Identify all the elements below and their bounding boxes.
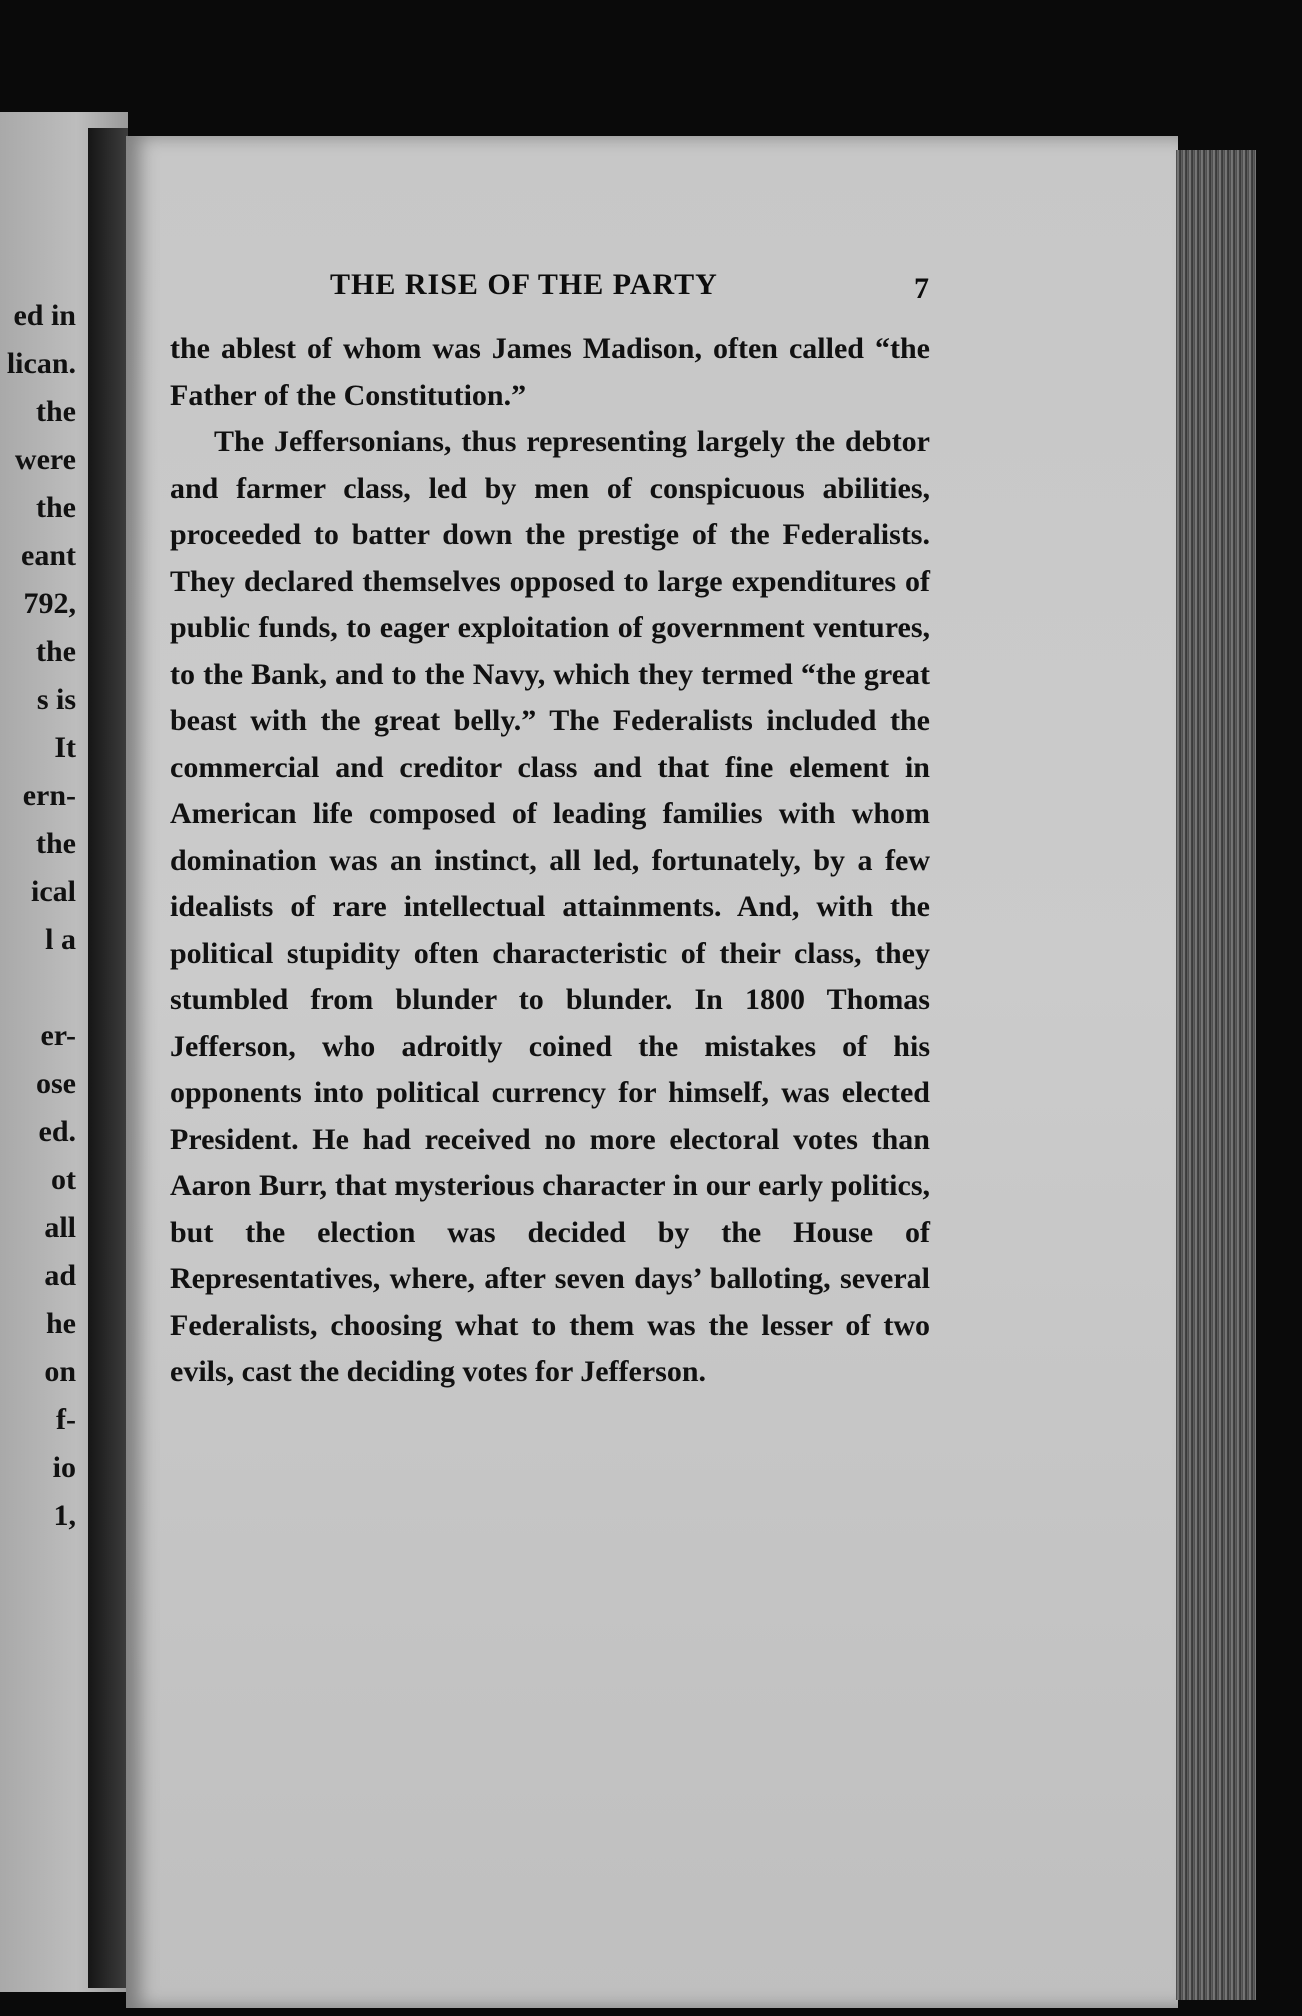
left-page-line: ical <box>31 875 76 908</box>
page-number: 7 <box>914 272 930 305</box>
page-edge-stack <box>1176 150 1256 2000</box>
left-page-line: ose <box>36 1067 76 1100</box>
left-page-line: ern- <box>22 779 76 812</box>
book-gutter <box>88 128 128 1988</box>
left-page-line: ed. <box>38 1115 76 1148</box>
left-page-line: ad <box>44 1259 76 1292</box>
left-page-line: the <box>36 395 76 428</box>
left-page-line: were <box>14 443 76 476</box>
left-page-line: on <box>44 1355 76 1388</box>
left-page-line: io <box>52 1451 76 1484</box>
left-page-line: the <box>36 827 76 860</box>
left-page-line: er- <box>40 1019 76 1052</box>
left-page-line: he <box>46 1307 76 1340</box>
left-page-line: the <box>36 491 76 524</box>
page-header <box>330 268 950 308</box>
left-page-line: 792, <box>23 587 76 620</box>
left-page-line: eant <box>21 539 76 572</box>
left-page-line: lican. <box>6 347 76 380</box>
left-page-line: f- <box>56 1403 76 1436</box>
body-text <box>170 326 930 1396</box>
paragraph: the ablest of whom was James Madison, often called “the Father of the Constitution.” <box>170 332 930 412</box>
left-page-line: ed in <box>13 299 76 332</box>
left-page-line: l a <box>45 923 76 956</box>
left-page-line: 1, <box>53 1499 76 1532</box>
paragraph: The Jeffersonians, thus representing largely the debtor and farmer class, led by men of conspicuous abilities, proceeded to batter down the prestige of the Federalists. They declared themselves opposed to large expenditures of public funds, to eager exploitation of government ventures, to the Bank, and to the Navy, which they termed “the great beast with the great belly.” The Federalists included the commercial and creditor class and that fine element in American life composed of leading families with whom domination was an instinct, all led, fortunately, by a few idealists of rare intellectual attainments. And, with the political stupidity often characteristic of their class, they stumbled from blunder to blunder. In 1800 Thomas Jefferson, who adroitly coined the mistakes of his opponents into political currency for himself, was elected President. He had received no more electoral votes than Aaron Burr, that mysterious character in our early politics, but the election was decided by the House of Representatives, where, after seven days’ balloting, several Federalists, choosing what to them was the lesser of two evils, cast the deciding votes for Jefferson. <box>170 425 930 1388</box>
left-page-line: It <box>54 731 76 764</box>
left-page-line: ot <box>51 1163 76 1196</box>
left-page-line: the <box>36 635 76 668</box>
left-page-line: all <box>44 1211 76 1244</box>
left-page-line: s is <box>36 683 76 716</box>
running-head: THE RISE OF THE PARTY <box>330 268 718 301</box>
